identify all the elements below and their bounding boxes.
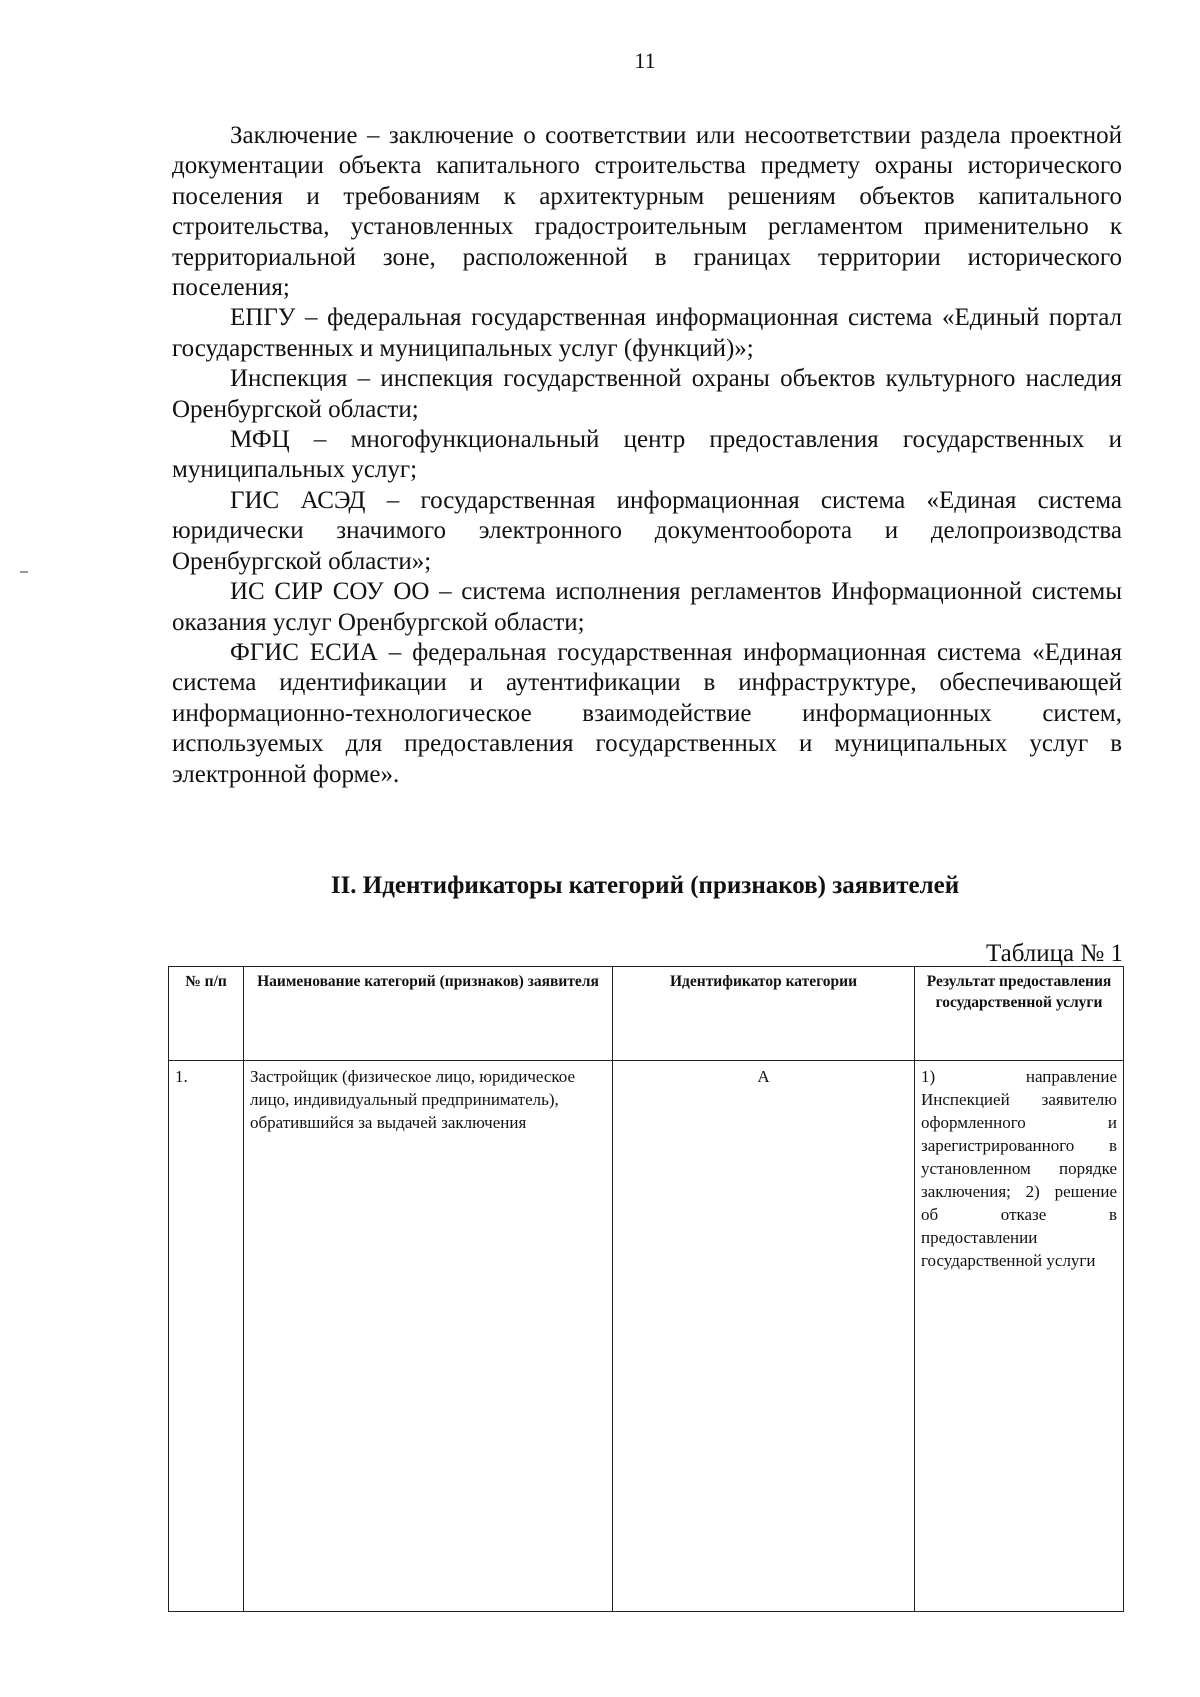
definition-mfc: МФЦ – многофункциональный центр предоставления государственных и муниципальных услуг; [172,426,1122,484]
page-number: 11 [634,48,656,73]
cell-category: Застройщик (физическое лицо, юридическое лицо, индивидуальный предприниматель), обратившийся за выдачей заключения [244,1061,613,1612]
header-number: № п/п [169,967,244,1061]
section-title: II. Идентификаторы категорий (признаков) заявителей [330,872,960,899]
table-row [169,1061,1124,1612]
definition-inspection: Инспекция – инспекция государственной охраны объектов культурного наследия Оренбургской области; [172,365,1122,423]
definition-conclusion: Заключение – заключение о соответствии или несоответствии раздела проектной документации объекта капитального строительства предмету охраны исторического поселения и требованиям к архитектурным решениям объектов капитального строительства, установленных градостроительным регламентом применительно к территориальной зоне, расположенной в границах территории исторического поселения; [172,122,1122,302]
cell-result: 1) направление Инспекцией заявителю оформленного и зарегистрированного в установленном порядке заключения; 2) решение об отказе в предоставлении государственной услуги [915,1061,1124,1612]
definition-epgu: ЕПГУ – федеральная государственная информационная система «Единый портал государственных и муниципальных услуг (функций)»; [172,304,1122,362]
scan-mark [20,571,28,573]
table-caption: Таблица № 1 [985,940,1123,967]
cell-number: 1. [169,1061,244,1612]
header-identifier: Идентификатор категории [613,967,915,1061]
definitions-list [172,121,1122,790]
applicant-categories-table [168,966,1124,1612]
cell-identifier: А [613,1061,915,1612]
definition-gis-ased: ГИС АСЭД – государственная информационная система «Единая система юридически значимого электронного документооборота и делопроизводства Оренбургской области»; [172,486,1122,575]
header-result: Результат предоставления государственной услуги [915,967,1124,1061]
table-header-row [169,967,1124,1061]
definition-is-sir-sou: ИС СИР СОУ ОО – система исполнения регламентов Информационной системы оказания услуг Оренбургской области; [172,578,1122,636]
header-category: Наименование категорий (признаков) заявителя [244,967,613,1061]
definition-fgis-esia: ФГИС ЕСИА – федеральная государственная информационная система «Единая система идентификации и аутентификации в инфраструктуре, обеспечивающей информационно-технологическое взаимодействие информационных систем, используемых для предоставления государственных и муниципальных услуг в электронной форме». [172,638,1122,788]
